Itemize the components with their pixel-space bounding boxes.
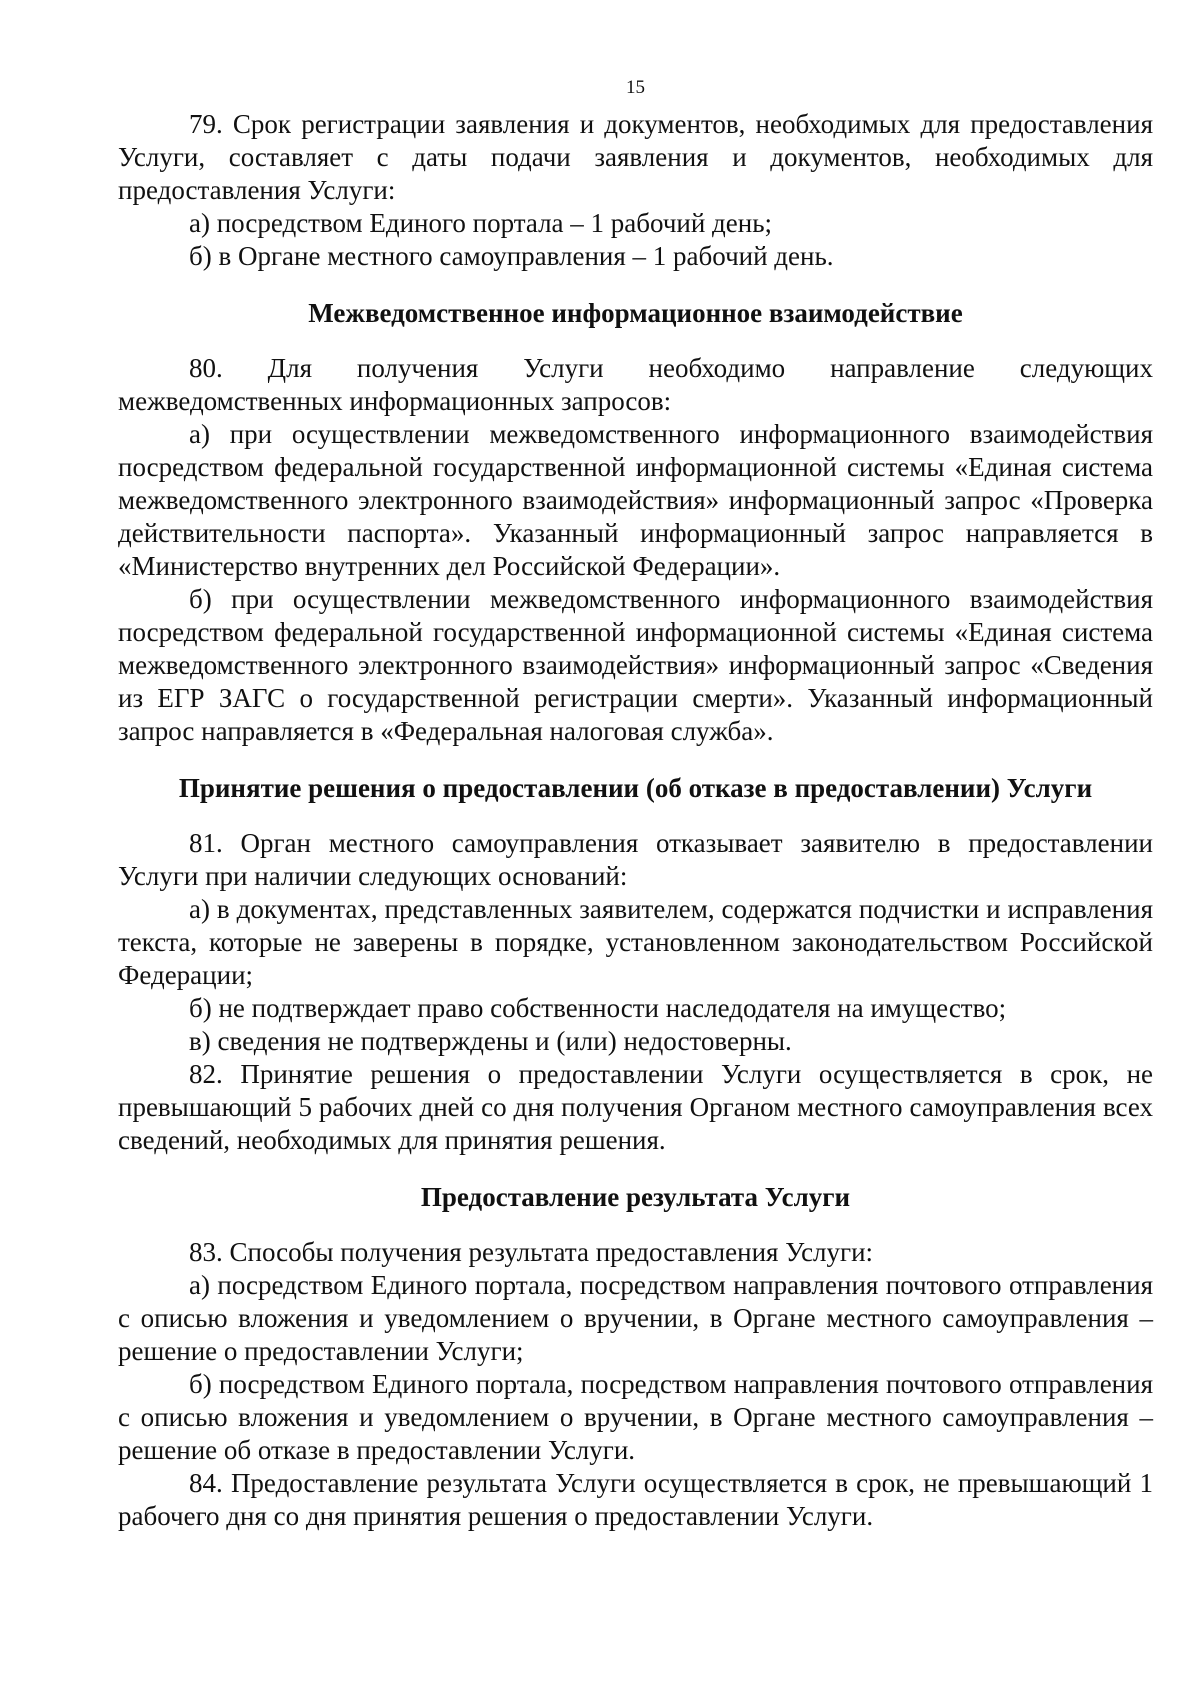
section-heading-interagency: Межведомственное информационное взаимодействие bbox=[308, 298, 963, 328]
paragraph-79: 79. Срок регистрации заявления и документов, необходимых для предоставления Услуги, составляет с даты подачи заявления и документов, необходимых для предоставления Услуги: bbox=[118, 109, 1153, 205]
section-heading-decision: Принятие решения о предоставлении (об отказе в предоставлении) Услуги bbox=[178, 773, 1093, 803]
paragraph-80-b: б) при осуществлении межведомственного информационного взаимодействия посредством федеральной государственной информационной системы «Единая система межведомственного электронного взаимодействия» информационный запрос «Сведения из ЕГР ЗАГС о государственной регистрации смерти». Указанный информационный запрос направляется в «Федеральная налоговая служба». bbox=[118, 584, 1153, 746]
paragraph-84: 84. Предоставление результата Услуги осуществляется в срок, не превышающий 1 рабочего дня со дня принятия решения о предоставлении Услуги. bbox=[118, 1468, 1153, 1531]
paragraph-83: 83. Способы получения результата предоставления Услуги: bbox=[189, 1237, 874, 1267]
page-number: 15 bbox=[626, 77, 645, 98]
paragraph-82: 82. Принятие решения о предоставлении Услуги осуществляется в срок, не превышающий 5 рабочих дней со дня получения Органом местного самоуправления всех сведений, необходимых для принятия решения. bbox=[118, 1059, 1153, 1155]
paragraph-79-b: б) в Органе местного самоуправления – 1 рабочий день. bbox=[189, 241, 834, 271]
paragraph-83-b: б) посредством Единого портала, посредством направления почтового отправления с описью вложения и уведомлением о вручении, в Органе местного самоуправления – решение об отказе в предоставлении Услуги. bbox=[118, 1369, 1153, 1465]
paragraph-80: 80. Для получения Услуги необходимо направление следующих межведомственных информационных запросов: bbox=[118, 353, 1153, 416]
section-heading-result: Предоставление результата Услуги bbox=[420, 1182, 851, 1212]
document-page bbox=[118, 0, 1153, 1533]
paragraph-83-a: а) посредством Единого портала, посредством направления почтового отправления с описью вложения и уведомлением о вручении, в Органе местного самоуправления – решение о предоставлении Услуги; bbox=[118, 1270, 1153, 1366]
paragraph-81-a: а) в документах, представленных заявителем, содержатся подчистки и исправления текста, которые не заверены в порядке, установленном законодательством Российской Федерации; bbox=[118, 894, 1153, 990]
paragraph-81-b: б) не подтверждает право собственности наследодателя на имущество; bbox=[189, 993, 1007, 1023]
paragraph-81-v: в) сведения не подтверждены и (или) недостоверны. bbox=[189, 1026, 792, 1056]
paragraph-81: 81. Орган местного самоуправления отказывает заявителю в предоставлении Услуги при наличии следующих оснований: bbox=[118, 828, 1153, 891]
paragraph-80-a: а) при осуществлении межведомственного информационного взаимодействия посредством федеральной государственной информационной системы «Единая система межведомственного электронного взаимодействия» информационный запрос «Проверка действительности паспорта». Указанный информационный запрос направляется в «Министерство внутренних дел Российской Федерации». bbox=[118, 419, 1153, 581]
paragraph-79-a: а) посредством Единого портала – 1 рабочий день; bbox=[189, 208, 773, 238]
